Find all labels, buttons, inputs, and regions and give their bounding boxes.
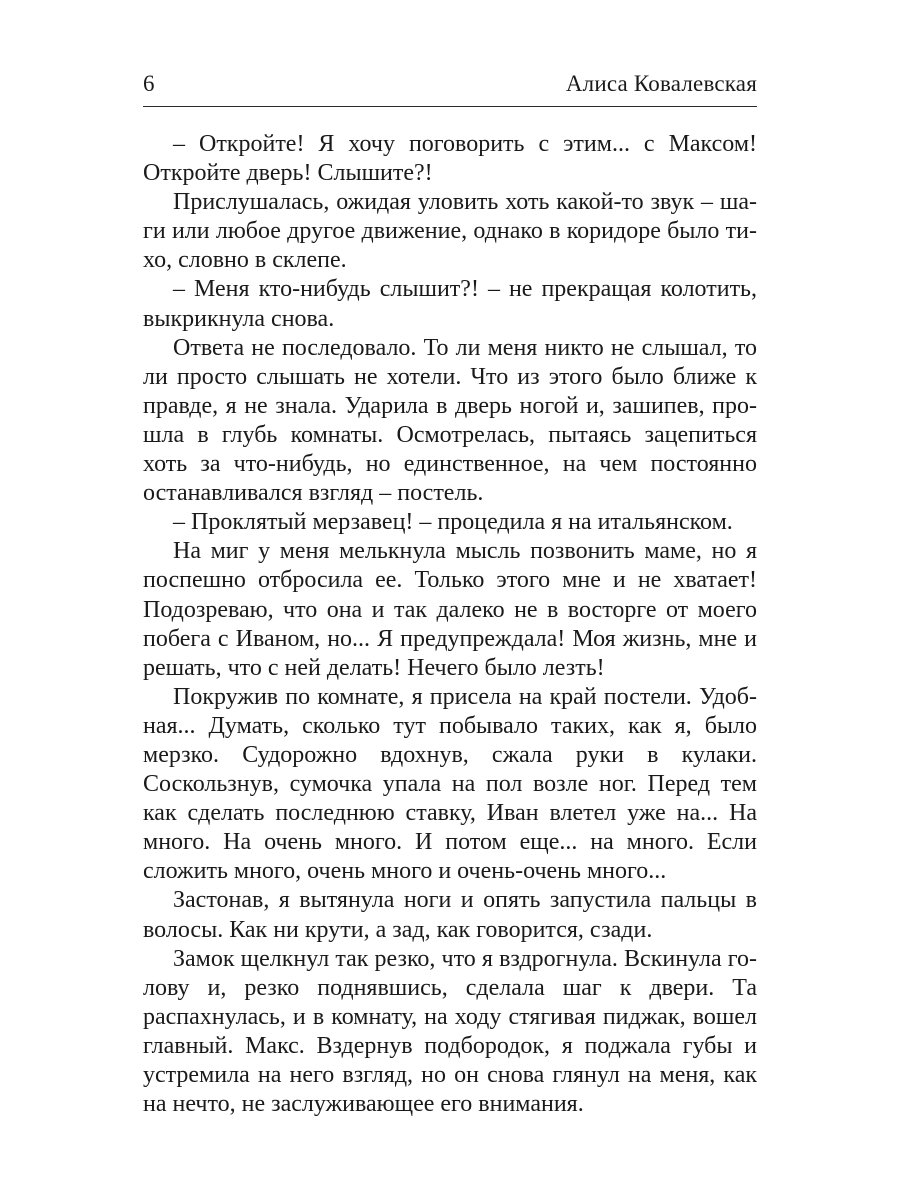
paragraph: Покружив по комнате, я присела на край постели. Удобная... Думать, сколько тут побывало таких, как я, было мерзко. Судорожно вдохнув, сжала руки в кулаки. Соскользнув, сумочка упала на пол возле ног. Перед тем как сделать последнюю ставку, Иван влетел уже на... На много. На очень много. И потом еще... на много. Если сложить много, очень много и очень-очень много... <box>143 683 757 885</box>
paragraph: – Проклятый мерзавец! – процедила я на итальянском. <box>173 509 733 536</box>
running-title: Алиса Ковалевская <box>565 71 757 96</box>
paragraph: Ответа не последовало. То ли меня никто не слышал, то ли просто слышать не хотели. Что из этого было ближе к правде, я не знала. Ударила в дверь ногой и, зашипев, прошла в глубь комнаты. Осмотрелась, пытаясь зацепиться хоть за что-нибудь, но единственное, на чем постоянно останавливался взгляд – постель. <box>143 334 757 507</box>
paragraph: – Меня кто-нибудь слышит?! – не прекращая колотить, выкрикнула снова. <box>143 276 757 332</box>
page-header <box>143 66 757 107</box>
paragraph: Прислушалась, ожидая уловить хоть какой-то звук – шаги или любое другое движение, однако в коридоре было тихо, словно в склепе. <box>143 189 757 274</box>
paragraph: На миг у меня мелькнула мысль позвонить маме, но я поспешно отбросила ее. Только этого мне и не хватает! Подозреваю, что она и так далеко не в восторге от моего побега с Иваном, но... Я предупреждала! Моя жизнь, мне и решать, что с ней делать! Нечего было лезть! <box>143 538 757 681</box>
paragraph: Замок щелкнул так резко, что я вздрогнула. Вскинула голову и, резко поднявшись, сделала шаг к двери. Та распахнулась, и в комнату, на ходу стягивая пиджак, вошел главный. Макс. Вздернув подбородок, я поджала губы и устремила на него взгляд, но он снова глянул на меня, как на нечто, не заслуживающее его внимания. <box>143 945 757 1118</box>
page-number: 6 <box>143 71 155 96</box>
paragraph: Застонав, я вытянула ноги и опять запустила пальцы в волосы. Как ни крути, а зад, как говорится, сзади. <box>143 887 757 943</box>
paragraph: – Откройте! Я хочу поговорить с этим... с Максом! Откройте дверь! Слышите?! <box>143 131 757 187</box>
body-text <box>143 130 757 1119</box>
